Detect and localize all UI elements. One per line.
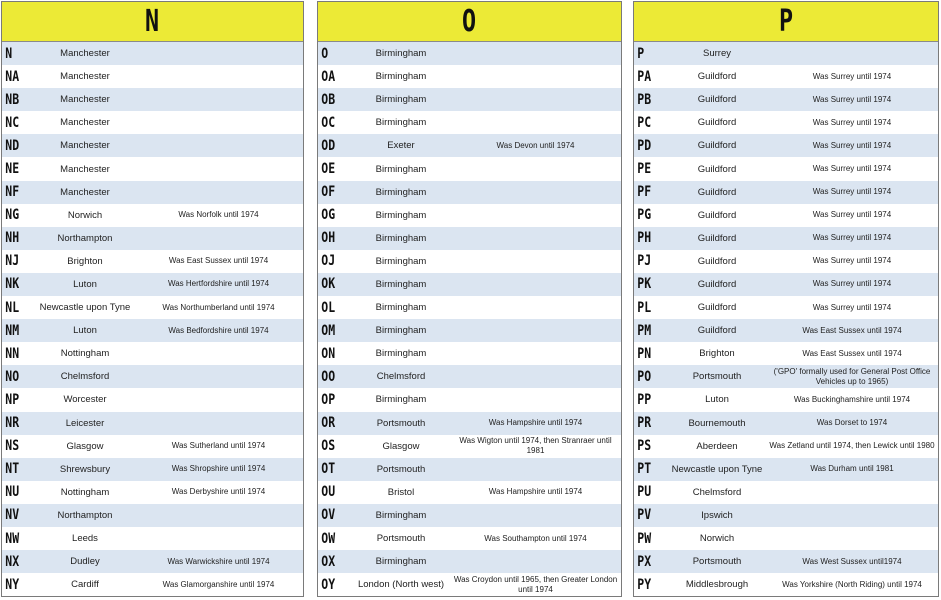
plate-code: PL bbox=[637, 299, 652, 316]
city-name: Northampton bbox=[57, 509, 113, 521]
table-row bbox=[2, 273, 303, 296]
plate-code: NW bbox=[5, 530, 20, 547]
plate-code: NA bbox=[5, 68, 20, 85]
city-name: Norwich bbox=[67, 209, 103, 221]
table-row bbox=[2, 204, 303, 227]
city-name: Manchester bbox=[60, 163, 110, 175]
plate-code: OM bbox=[321, 322, 336, 339]
table-row bbox=[2, 435, 303, 458]
plate-code: PV bbox=[637, 507, 652, 524]
plate-code: PA bbox=[637, 68, 652, 85]
table-row bbox=[2, 573, 303, 596]
table-row bbox=[634, 204, 938, 227]
city-name: Surrey bbox=[703, 48, 731, 60]
city-name: Birmingham bbox=[375, 302, 427, 314]
city-name: Guildford bbox=[697, 186, 737, 198]
plate-code: OE bbox=[321, 161, 336, 178]
plate-code: NN bbox=[5, 345, 20, 362]
plate-code: OS bbox=[321, 438, 336, 455]
city-name: Cardiff bbox=[71, 579, 99, 591]
panel-header bbox=[2, 2, 303, 42]
city-name: Middlesbrough bbox=[685, 579, 749, 591]
table-row bbox=[318, 273, 621, 296]
table-row bbox=[2, 296, 303, 319]
city-name: Birmingham bbox=[375, 186, 427, 198]
history-note: Was Durham until 1981 bbox=[810, 464, 894, 474]
city-name: Portsmouth bbox=[692, 371, 742, 383]
history-note: Was Glamorganshire until 1974 bbox=[162, 579, 275, 589]
city-name: Exeter bbox=[387, 140, 415, 152]
city-name: Guildford bbox=[697, 163, 737, 175]
city-name: Guildford bbox=[697, 325, 737, 337]
table-row bbox=[2, 504, 303, 527]
city-name: Manchester bbox=[60, 140, 110, 152]
history-note: Was Sutherland until 1974 bbox=[171, 441, 266, 451]
history-note: Was Wigton until 1974, then Stranraer until 1981 bbox=[459, 436, 612, 456]
table-row bbox=[634, 504, 938, 527]
table-row bbox=[318, 527, 621, 550]
plate-code: OF bbox=[321, 184, 336, 201]
table-row bbox=[634, 250, 938, 273]
city-name: Guildford bbox=[697, 209, 737, 221]
city-name: Portsmouth bbox=[376, 463, 426, 475]
city-name: Birmingham bbox=[375, 117, 427, 129]
table-row bbox=[634, 458, 938, 481]
plate-code: NP bbox=[5, 391, 20, 408]
plate-code: PT bbox=[637, 461, 652, 478]
table-row bbox=[634, 227, 938, 250]
table-row bbox=[318, 481, 621, 504]
plate-code: OP bbox=[321, 391, 336, 408]
history-note: Was Surrey until 1974 bbox=[812, 256, 892, 266]
plate-code: OV bbox=[321, 507, 336, 524]
plate-code: ND bbox=[5, 137, 20, 154]
city-name: Portsmouth bbox=[376, 533, 426, 545]
city-name: Aberdeen bbox=[696, 440, 738, 452]
plate-code: OA bbox=[321, 68, 336, 85]
city-name: Norwich bbox=[699, 533, 735, 545]
table-row bbox=[318, 388, 621, 411]
history-note: Was Surrey until 1974 bbox=[812, 117, 892, 127]
plate-code: OW bbox=[321, 530, 336, 547]
table-row bbox=[318, 435, 621, 458]
table-row bbox=[318, 65, 621, 88]
city-name: Ipswich bbox=[701, 509, 733, 521]
table-row bbox=[634, 527, 938, 550]
plate-code: PO bbox=[637, 368, 652, 385]
city-name: Guildford bbox=[697, 278, 737, 290]
city-name: Nottingham bbox=[60, 348, 110, 360]
table-row bbox=[634, 88, 938, 111]
table-row bbox=[318, 227, 621, 250]
panel-o bbox=[317, 1, 622, 597]
city-name: Guildford bbox=[697, 255, 737, 267]
city-name: Bristol bbox=[387, 486, 415, 498]
table-row bbox=[2, 250, 303, 273]
table-row bbox=[2, 412, 303, 435]
plate-code: OH bbox=[321, 230, 336, 247]
history-note: Was Surrey until 1974 bbox=[812, 94, 892, 104]
city-name: Birmingham bbox=[375, 509, 427, 521]
panel-letter: P bbox=[778, 4, 794, 39]
city-name: Glasgow bbox=[66, 440, 104, 452]
history-note: Was Yorkshire (North Riding) until 1974 bbox=[782, 579, 922, 589]
table-row bbox=[318, 157, 621, 180]
city-name: Birmingham bbox=[375, 255, 427, 267]
history-note: Was Surrey until 1974 bbox=[812, 140, 892, 150]
plate-code: OK bbox=[321, 276, 336, 293]
plate-code: OR bbox=[321, 415, 336, 432]
plate-code: PX bbox=[637, 553, 652, 570]
table-row bbox=[2, 458, 303, 481]
plate-code: NC bbox=[5, 114, 20, 131]
plate-code: PG bbox=[637, 207, 652, 224]
table-row bbox=[318, 342, 621, 365]
plate-code: NH bbox=[5, 230, 20, 247]
table-row bbox=[2, 134, 303, 157]
city-name: Luton bbox=[73, 325, 97, 337]
table-row bbox=[634, 273, 938, 296]
table-row bbox=[2, 365, 303, 388]
table-row bbox=[634, 481, 938, 504]
plate-code: NE bbox=[5, 161, 20, 178]
plate-code: NU bbox=[5, 484, 20, 501]
history-note: Was East Sussex until 1974 bbox=[802, 348, 902, 358]
table-row bbox=[634, 412, 938, 435]
table-row bbox=[2, 319, 303, 342]
plate-code: PB bbox=[637, 91, 652, 108]
table-row bbox=[2, 481, 303, 504]
table-row bbox=[634, 365, 938, 388]
plate-code: NT bbox=[5, 461, 20, 478]
plate-code: PJ bbox=[637, 253, 652, 270]
history-note: Was Bedfordshire until 1974 bbox=[168, 325, 269, 335]
city-name: Brighton bbox=[699, 348, 735, 360]
city-name: Guildford bbox=[697, 94, 737, 106]
plate-code: PD bbox=[637, 137, 652, 154]
plate-code: NL bbox=[5, 299, 20, 316]
table-row bbox=[2, 42, 303, 65]
table-row bbox=[634, 573, 938, 596]
plate-code: P bbox=[637, 45, 645, 62]
city-name: Newcastle upon Tyne bbox=[39, 302, 131, 314]
city-name: Birmingham bbox=[375, 278, 427, 290]
city-name: Birmingham bbox=[375, 556, 427, 568]
history-note: Was Warwickshire until 1974 bbox=[167, 556, 270, 566]
city-name: Guildford bbox=[697, 71, 737, 83]
history-note: ('GPO' formally used for General Post Office Vehicles up to 1965) bbox=[773, 366, 931, 386]
code-list bbox=[2, 42, 303, 596]
city-name: Nottingham bbox=[60, 486, 110, 498]
code-list bbox=[634, 42, 938, 596]
plate-code: PH bbox=[637, 230, 652, 247]
plate-code: OJ bbox=[321, 253, 336, 270]
city-name: Leicester bbox=[65, 417, 105, 429]
city-name: Birmingham bbox=[375, 348, 427, 360]
table-row bbox=[318, 134, 621, 157]
panel-n bbox=[1, 1, 304, 597]
plate-code: NG bbox=[5, 207, 20, 224]
table-row bbox=[634, 65, 938, 88]
history-note: Was Derbyshire until 1974 bbox=[171, 487, 266, 497]
history-note: Was East Sussex until 1974 bbox=[802, 325, 902, 335]
plate-code: O bbox=[321, 45, 329, 62]
table-row bbox=[2, 342, 303, 365]
plate-code: PC bbox=[637, 114, 652, 131]
panel-letter: N bbox=[145, 4, 160, 39]
plate-code: PP bbox=[637, 391, 652, 408]
plate-code: NY bbox=[5, 576, 20, 593]
table-row bbox=[318, 181, 621, 204]
city-name: Chelmsford bbox=[692, 486, 742, 498]
table-row bbox=[318, 250, 621, 273]
plate-code: NV bbox=[5, 507, 20, 524]
history-note: Was Zetland until 1974, then Lewick until 1980 bbox=[769, 441, 935, 451]
panel-letter: O bbox=[462, 4, 477, 39]
panel-header bbox=[634, 2, 938, 42]
history-note: Was Hertfordshire until 1974 bbox=[167, 279, 270, 289]
plate-code: OT bbox=[321, 461, 336, 478]
table-row bbox=[318, 412, 621, 435]
history-note: Was Surrey until 1974 bbox=[812, 187, 892, 197]
city-name: Birmingham bbox=[375, 71, 427, 83]
city-name: Guildford bbox=[697, 302, 737, 314]
plate-code: NK bbox=[5, 276, 20, 293]
plate-code: OG bbox=[321, 207, 336, 224]
table-row bbox=[2, 181, 303, 204]
panel-header bbox=[318, 2, 621, 42]
table-row bbox=[634, 111, 938, 134]
table-row bbox=[634, 42, 938, 65]
city-name: Newcastle upon Tyne bbox=[671, 463, 763, 475]
plate-code: NX bbox=[5, 553, 20, 570]
table-row bbox=[318, 88, 621, 111]
history-note: Was Northumberland until 1974 bbox=[162, 302, 275, 312]
city-name: Birmingham bbox=[375, 48, 427, 60]
table-row bbox=[318, 42, 621, 65]
plate-code: OB bbox=[321, 91, 336, 108]
plate-code: NJ bbox=[5, 253, 20, 270]
plate-code: PF bbox=[637, 184, 652, 201]
table-row bbox=[2, 227, 303, 250]
history-note: Was Norfolk until 1974 bbox=[178, 210, 259, 220]
city-name: Manchester bbox=[60, 48, 110, 60]
plate-code: NM bbox=[5, 322, 20, 339]
plate-code: PE bbox=[637, 161, 652, 178]
history-note: Was Croydon until 1965, then Greater London until 1974 bbox=[453, 574, 618, 594]
history-note: Was Shropshire until 1974 bbox=[171, 464, 266, 474]
history-note: Was Southampton until 1974 bbox=[484, 533, 587, 543]
city-name: Birmingham bbox=[375, 163, 427, 175]
table-row bbox=[634, 435, 938, 458]
table-row bbox=[2, 527, 303, 550]
city-name: Birmingham bbox=[375, 325, 427, 337]
table-row bbox=[318, 458, 621, 481]
history-note: Was Surrey until 1974 bbox=[812, 164, 892, 174]
plate-code: OD bbox=[321, 137, 336, 154]
city-name: Portsmouth bbox=[376, 417, 426, 429]
city-name: Guildford bbox=[697, 117, 737, 129]
plate-code: OY bbox=[321, 576, 336, 593]
city-name: London (North west) bbox=[357, 579, 445, 591]
city-name: Shrewsbury bbox=[59, 463, 111, 475]
table-row bbox=[634, 550, 938, 573]
city-name: Birmingham bbox=[375, 209, 427, 221]
table-row bbox=[634, 342, 938, 365]
plate-code: ON bbox=[321, 345, 336, 362]
city-name: Manchester bbox=[60, 186, 110, 198]
plate-code: OU bbox=[321, 484, 336, 501]
history-note: Was Surrey until 1974 bbox=[812, 210, 892, 220]
history-note: Was Surrey until 1974 bbox=[812, 71, 892, 81]
city-name: Glasgow bbox=[382, 440, 420, 452]
plate-code: NF bbox=[5, 184, 20, 201]
plate-code: OX bbox=[321, 553, 336, 570]
plate-code: PY bbox=[637, 576, 652, 593]
history-note: Was Surrey until 1974 bbox=[812, 279, 892, 289]
history-note: Was Surrey until 1974 bbox=[812, 233, 892, 243]
history-note: Was East Sussex until 1974 bbox=[168, 256, 269, 266]
table-row bbox=[318, 550, 621, 573]
history-note: Was Devon until 1974 bbox=[496, 140, 575, 150]
city-name: Manchester bbox=[60, 117, 110, 129]
city-name: Birmingham bbox=[375, 232, 427, 244]
table-row bbox=[318, 296, 621, 319]
panel-p bbox=[633, 1, 939, 597]
history-note: Was West Sussex until1974 bbox=[802, 556, 902, 566]
city-name: Bournemouth bbox=[688, 417, 746, 429]
plate-code: PU bbox=[637, 484, 652, 501]
table-row bbox=[318, 365, 621, 388]
history-note: Was Dorset to 1974 bbox=[816, 418, 888, 428]
table-row bbox=[2, 111, 303, 134]
table-row bbox=[2, 88, 303, 111]
plate-code: PN bbox=[637, 345, 652, 362]
table-row bbox=[318, 111, 621, 134]
table-row bbox=[2, 550, 303, 573]
city-name: Chelmsford bbox=[60, 371, 110, 383]
city-name: Chelmsford bbox=[376, 371, 426, 383]
plate-code: N bbox=[5, 45, 13, 62]
table-row bbox=[318, 204, 621, 227]
plate-code: NS bbox=[5, 438, 20, 455]
city-name: Guildford bbox=[697, 140, 737, 152]
table-row bbox=[634, 296, 938, 319]
plate-code: PK bbox=[637, 276, 652, 293]
city-name: Luton bbox=[73, 278, 97, 290]
table-row bbox=[318, 504, 621, 527]
plate-code: PM bbox=[637, 322, 652, 339]
city-name: Portsmouth bbox=[692, 556, 742, 568]
city-name: Birmingham bbox=[375, 94, 427, 106]
table-row bbox=[634, 388, 938, 411]
table-row bbox=[2, 65, 303, 88]
table-row bbox=[2, 388, 303, 411]
city-name: Birmingham bbox=[375, 394, 427, 406]
table-row bbox=[634, 134, 938, 157]
city-name: Guildford bbox=[697, 232, 737, 244]
city-name: Worcester bbox=[63, 394, 107, 406]
plate-code: NO bbox=[5, 368, 20, 385]
city-name: Manchester bbox=[60, 94, 110, 106]
plate-code: PS bbox=[637, 438, 652, 455]
table-row bbox=[2, 157, 303, 180]
plate-code: OO bbox=[321, 368, 336, 385]
table-row bbox=[318, 319, 621, 342]
city-name: Dudley bbox=[70, 556, 100, 568]
plate-code: NB bbox=[5, 91, 20, 108]
city-name: Northampton bbox=[57, 232, 113, 244]
history-note: Was Buckinghamshire until 1974 bbox=[793, 394, 911, 404]
plate-code: PW bbox=[637, 530, 652, 547]
table-row bbox=[318, 573, 621, 596]
table-row bbox=[634, 157, 938, 180]
plate-code: PR bbox=[637, 415, 652, 432]
city-name: Brighton bbox=[67, 255, 103, 267]
table-row bbox=[634, 319, 938, 342]
plate-code: NR bbox=[5, 415, 20, 432]
city-name: Leeds bbox=[72, 533, 98, 545]
table-row bbox=[634, 181, 938, 204]
history-note: Was Hampshire until 1974 bbox=[488, 418, 583, 428]
city-name: Luton bbox=[705, 394, 729, 406]
history-note: Was Surrey until 1974 bbox=[812, 302, 892, 312]
city-name: Manchester bbox=[60, 71, 110, 83]
plate-code: OC bbox=[321, 114, 336, 131]
plate-code: OL bbox=[321, 299, 336, 316]
code-list bbox=[318, 42, 621, 596]
history-note: Was Hampshire until 1974 bbox=[488, 487, 583, 497]
